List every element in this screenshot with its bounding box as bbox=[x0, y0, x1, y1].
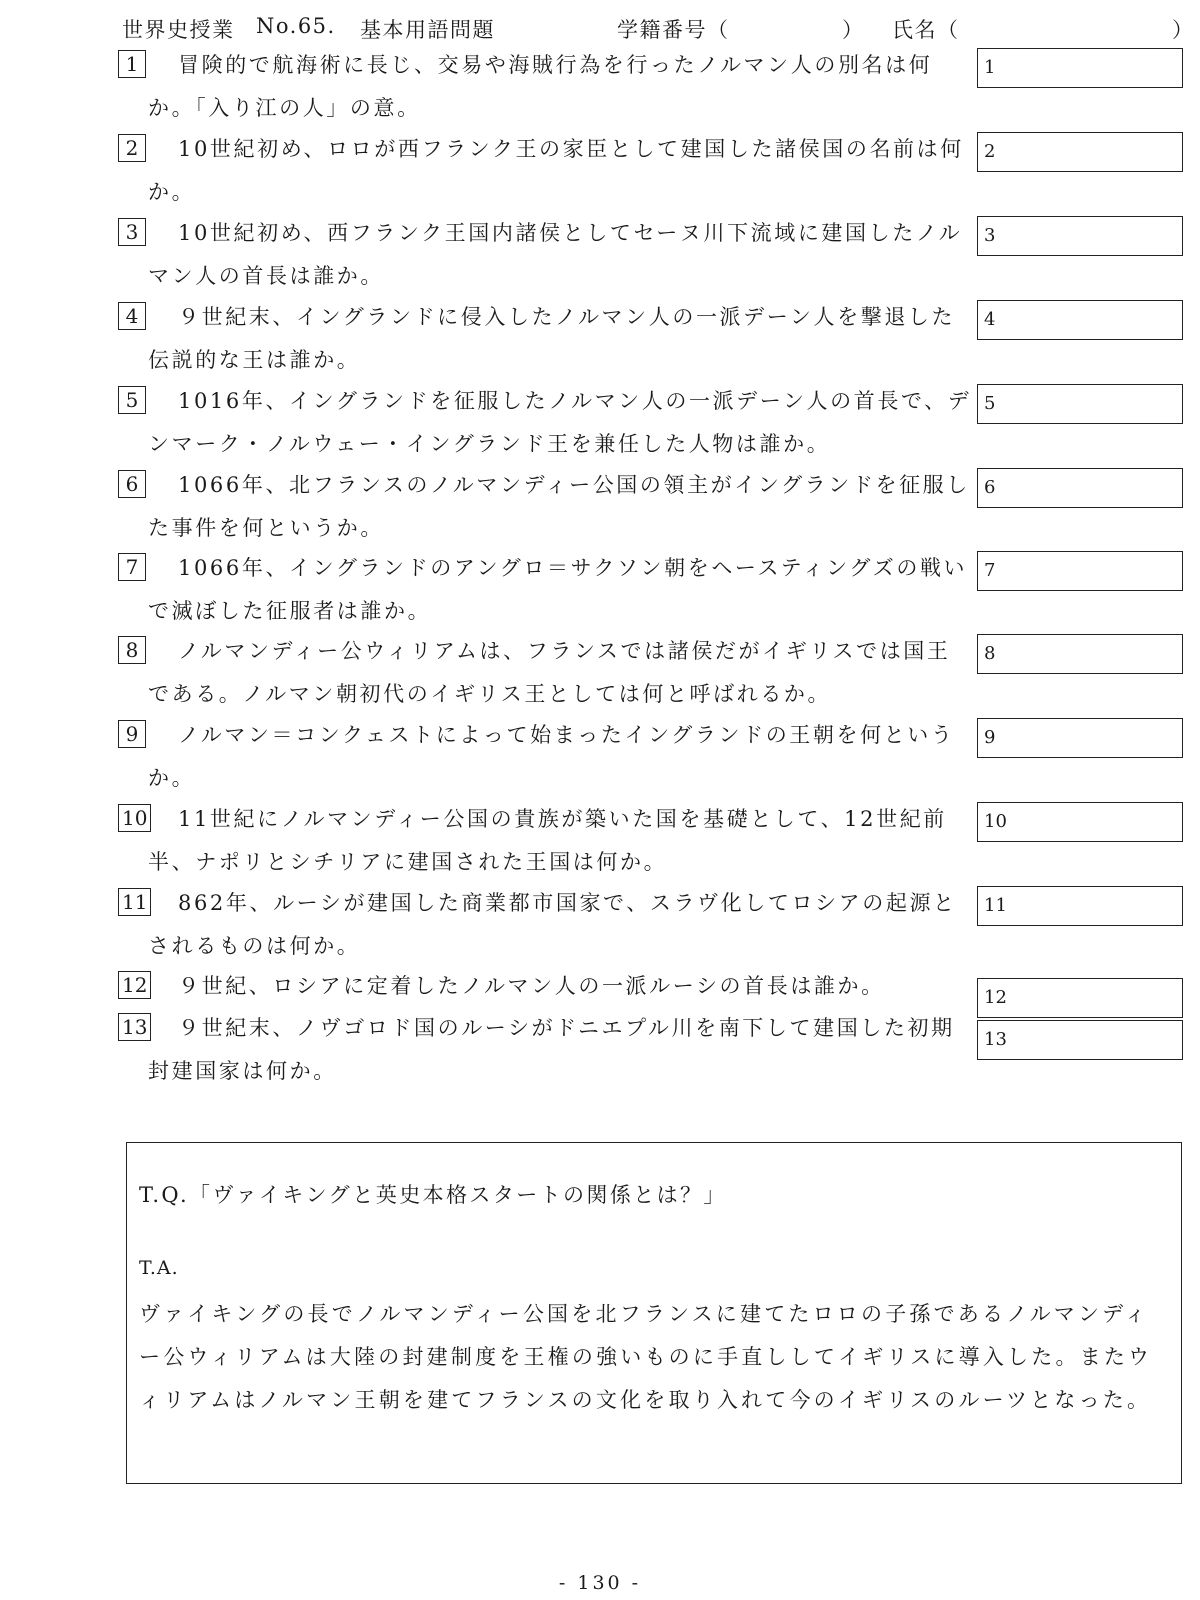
answer-box[interactable]: 9 bbox=[977, 718, 1183, 758]
question-number: 2 bbox=[118, 134, 146, 162]
question-item bbox=[118, 48, 970, 128]
ta-label: T.A. bbox=[139, 1257, 179, 1279]
question-text: ９世紀末、イングランドに侵入したノルマン人の一派デーン人を撃退した伝説的な王は誰か。 bbox=[148, 305, 956, 372]
answer-box[interactable]: 8 bbox=[977, 634, 1183, 674]
answer-box[interactable]: 13 bbox=[977, 1020, 1183, 1060]
question-number: 12 bbox=[118, 971, 151, 999]
answer-box[interactable]: 5 bbox=[977, 384, 1183, 424]
question-number: 4 bbox=[118, 302, 146, 330]
name-field[interactable]: 氏名（ bbox=[892, 18, 960, 42]
question-number: 11 bbox=[118, 888, 151, 916]
question-item bbox=[118, 551, 970, 631]
page-number: - 130 - bbox=[558, 1572, 642, 1594]
student-id-field[interactable]: 学籍番号（ ） bbox=[617, 18, 865, 42]
question-item bbox=[118, 802, 970, 882]
answer-box[interactable]: 2 bbox=[977, 132, 1183, 172]
question-number: 5 bbox=[118, 386, 146, 414]
question-text: ９世紀、ロシアに定着したノルマン人の一派ルーシの首長は誰か。 bbox=[178, 974, 885, 998]
answer-box[interactable]: 10 bbox=[977, 802, 1183, 842]
tq-box bbox=[126, 1142, 1182, 1484]
question-text: ノルマン＝コンクェストによって始まったイングランドの王朝を何というか。 bbox=[148, 723, 955, 790]
question-item bbox=[118, 886, 970, 966]
question-text: 11世紀にノルマンディー公国の貴族が築いた国を基礎として、12世紀前半、ナポリとシチリアに建国された王国は何か。 bbox=[148, 807, 947, 874]
question-text: 10世紀初め、ロロが西フランク王の家臣として建国した諸侯国の名前は何か。 bbox=[148, 137, 964, 204]
worksheet-number: No.65. bbox=[256, 14, 336, 38]
tq-question: T.Q.「ヴァイキングと英史本格スタートの関係とは？」 bbox=[139, 1183, 727, 1207]
question-item bbox=[118, 216, 970, 296]
question-text: 1016年、イングランドを征服したノルマン人の一派デーン人の首長で、デンマーク・ノルウェー・イングランド王を兼任した人物は誰か。 bbox=[148, 389, 972, 456]
worksheet-header bbox=[122, 10, 1195, 44]
answer-box[interactable]: 7 bbox=[977, 551, 1183, 591]
answer-box[interactable]: 6 bbox=[977, 468, 1183, 508]
name-field-close: ） bbox=[1172, 18, 1195, 42]
answer-box[interactable]: 12 bbox=[977, 978, 1183, 1018]
question-number: 10 bbox=[118, 804, 151, 832]
question-number: 6 bbox=[118, 470, 146, 498]
answer-box[interactable]: 11 bbox=[977, 886, 1183, 926]
course-title: 世界史授業 bbox=[122, 18, 235, 42]
question-number: 7 bbox=[118, 553, 146, 581]
question-number: 3 bbox=[118, 218, 146, 246]
question-text: 10世紀初め、西フランク王国内諸侯としてセーヌ川下流域に建国したノルマン人の首長は誰か。 bbox=[148, 221, 963, 288]
answer-box[interactable]: 3 bbox=[977, 216, 1183, 256]
worksheet-subtitle: 基本用語問題 bbox=[360, 18, 495, 42]
question-text: ノルマンディー公ウィリアムは、フランスでは諸侯だがイギリスでは国王である。ノルマン朝初代のイギリス王としては何と呼ばれるか。 bbox=[148, 639, 951, 706]
answer-box[interactable]: 4 bbox=[977, 300, 1183, 340]
question-number: 8 bbox=[118, 636, 146, 664]
question-number: 13 bbox=[118, 1013, 151, 1041]
question-number: 1 bbox=[118, 50, 146, 78]
question-text: 冒険的で航海術に長じ、交易や海賊行為を行ったノルマン人の別名は何か。「入り江の人」の意。 bbox=[148, 53, 933, 120]
answer-box[interactable]: 1 bbox=[977, 48, 1183, 88]
question-item bbox=[118, 468, 970, 548]
question-item bbox=[118, 634, 970, 714]
question-text: ９世紀末、ノヴゴロド国のルーシがドニエプル川を南下して建国した初期封建国家は何か。 bbox=[148, 1016, 955, 1083]
question-number: 9 bbox=[118, 720, 146, 748]
question-item bbox=[118, 300, 970, 380]
ta-answer-text: ヴァイキングの長でノルマンディー公国を北フランスに建てたロロの子孫であるノルマンディー公ウィリアムは大陸の封建制度を王権の強いものに手直ししてイギリスに導入した。またウィリアムはノルマン王朝を建てフランスの文化を取り入れて今のイギリスのルーツとなった。 bbox=[139, 1302, 1153, 1412]
question-item bbox=[118, 1011, 970, 1091]
question-item bbox=[118, 132, 970, 212]
question-item bbox=[118, 718, 970, 798]
question-text: 862年、ルーシが建国した商業都市国家で、スラヴ化してロシアの起源とされるものは何か。 bbox=[148, 891, 957, 958]
question-text: 1066年、北フランスのノルマンディー公国の領主がイングランドを征服した事件を何というか。 bbox=[148, 473, 970, 540]
question-text: 1066年、イングランドのアングロ＝サクソン朝をヘースティングズの戦いで滅ぼした征服者は誰か。 bbox=[148, 556, 968, 623]
question-item bbox=[118, 384, 970, 464]
